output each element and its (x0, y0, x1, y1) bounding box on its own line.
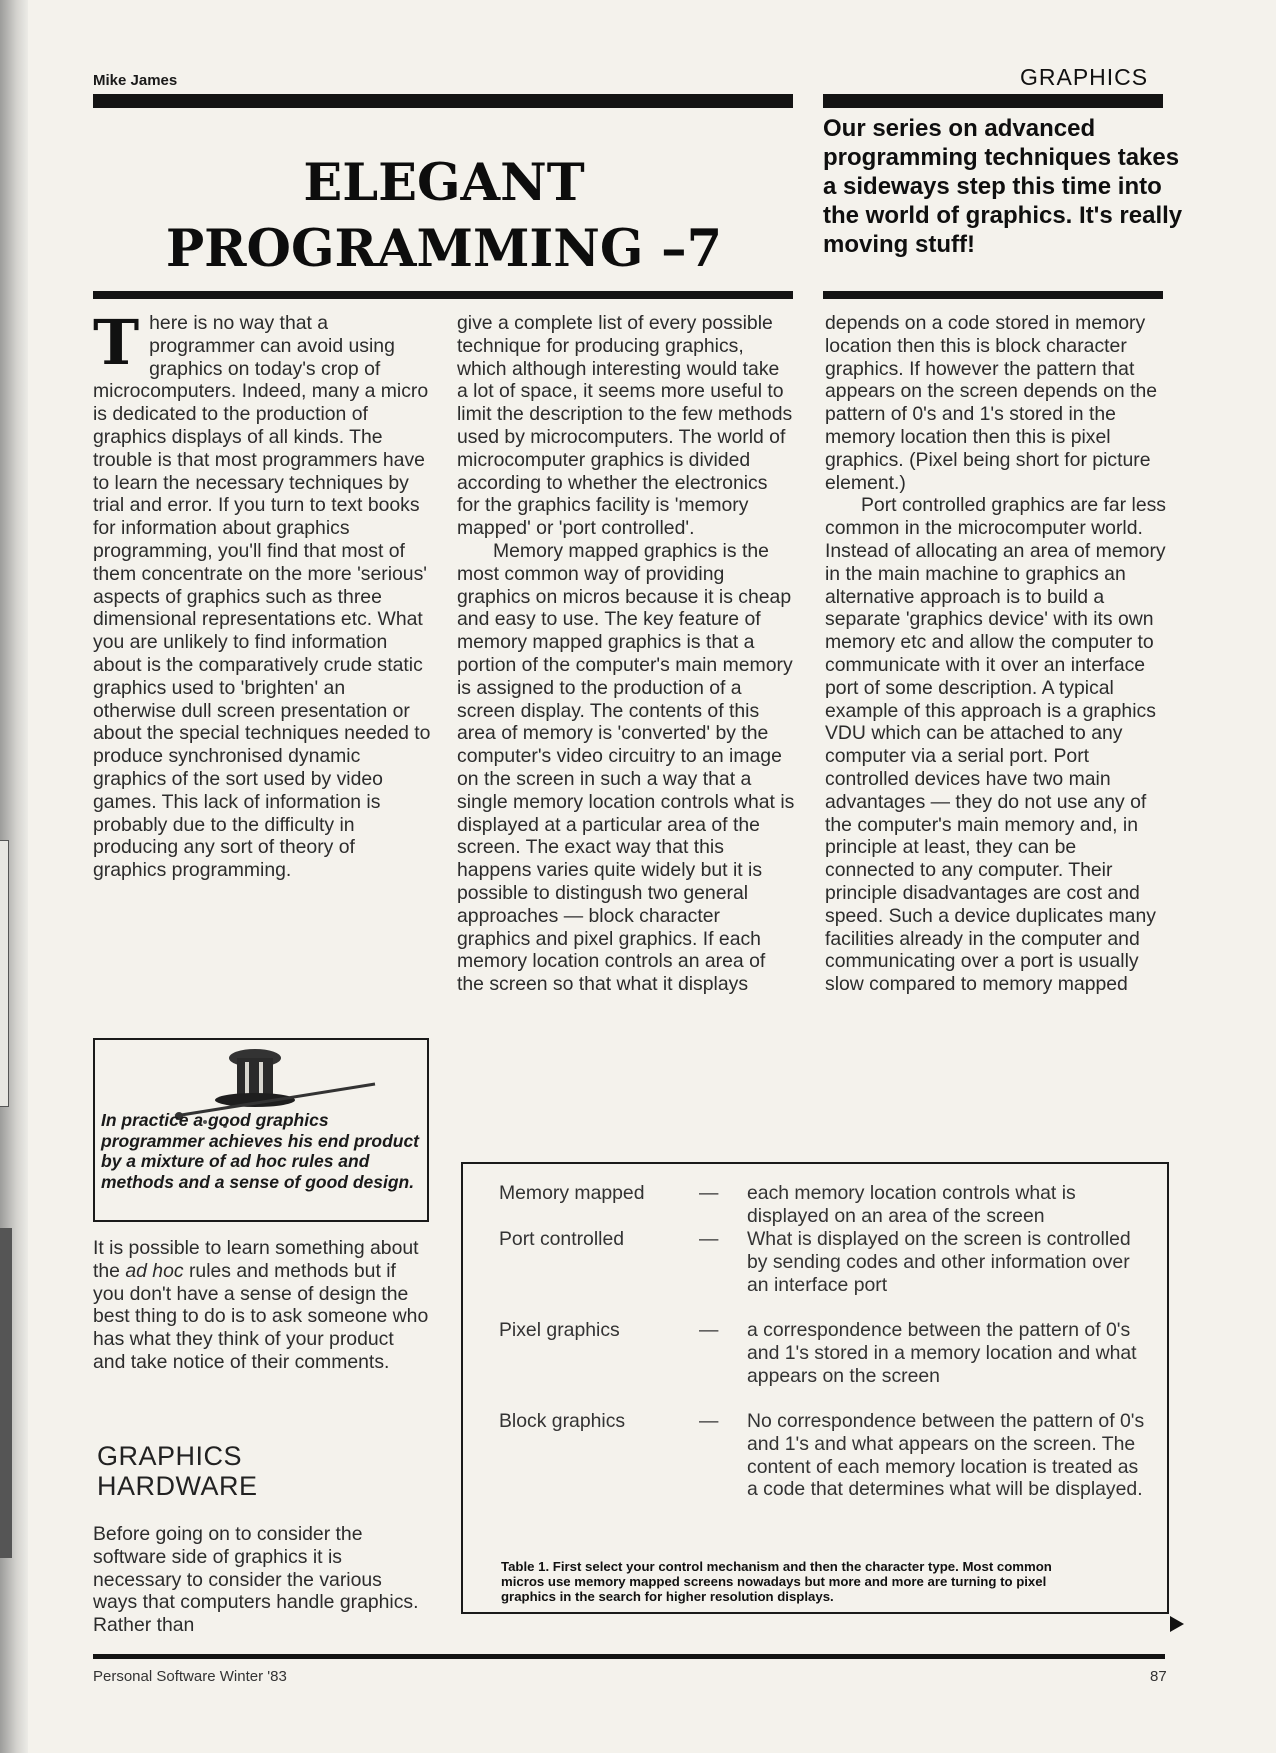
table-definition: a correspondence between the pattern of 0's and 1's stored in a memory location and what appears on the screen (747, 1319, 1137, 1387)
column-1-continued (93, 1237, 431, 1374)
column-2-para-2: Memory mapped graphics is the most common way of providing graphics on micros because it is cheap and easy to use. The key feature of memory mapped graphics is that a portion of the computer's main memory is assigned to the production of a screen display. The contents of this area of memory is 'converted' by the computer's video circuitry to an image on the screen in such a way that a single memory location controls what is displayed at a particular area of the screen. The exact way that this happens varies quite widely but it is possible to distingush two general approaches — block character graphics and pixel graphics. If each memory location controls an area of the screen so that what it displays (457, 539, 795, 996)
table-term: Port controlled (499, 1228, 625, 1250)
top-rule-right (823, 94, 1163, 108)
arrow-right-icon (1170, 1616, 1184, 1632)
footer-publication: Personal Software Winter '83 (93, 1668, 287, 1685)
definitions-table (461, 1162, 1169, 1614)
gutter-mark (0, 840, 9, 1107)
table-dash: — (699, 1228, 719, 1250)
page-gutter (0, 0, 28, 1753)
page-number: 87 (1150, 1668, 1167, 1685)
top-rule-left (93, 94, 793, 108)
pull-quote-text: In practice a good graphics programmer achieves his end product by a mixture of ad hoc rules and methods and a sense of good design. (101, 1110, 420, 1192)
headline-bottom-rule-right (823, 291, 1163, 299)
table-caption: Table 1. First select your control mechanism and then the character type. Most common micros use memory mapped screens nowadays but more and more are turning to pixel graphics in the search for higher resolution displays. (501, 1559, 1052, 1604)
headline-bottom-rule-left (93, 291, 793, 299)
headline-line-1: ELEGANT (303, 153, 585, 213)
table-term: Block graphics (499, 1410, 626, 1432)
table-term: Pixel graphics (499, 1319, 620, 1341)
table-dash: — (699, 1182, 719, 1204)
subhead-line-1: GRAPHICS (97, 1441, 243, 1471)
table-term: Memory mapped (499, 1182, 645, 1204)
column-1-text: here is no way that a programmer can avoid using graphics on today's crop of microcomputers. Indeed, many a micro is dedicated to the production of graphics displays of all kinds. The trouble is that most programmers have to learn the necessary techniques by trial and error. If you turn to text books for information about graphics programming, you'll find that most of them concentrate on the more 'serious' aspects of graphics such as three dimensional representations etc. What you are unlikely to find information about is the comparatively crude static graphics used to 'brighten' an otherwise dull screen presentation or about the special techniques needed to produce synchronised dynamic graphics of the sort used by video games. This lack of information is probably due to the difficulty in producing any sort of theory of graphics programming. (93, 312, 431, 882)
section-label: GRAPHICS (1020, 64, 1149, 90)
column-1 (93, 306, 431, 882)
table-dash: — (699, 1410, 719, 1432)
table-definition: No correspondence between the pattern of 0's and 1's and what appears on the screen. The content of each memory location is treated as a code that determines what will be displayed. (747, 1410, 1145, 1501)
table-definition: What is displayed on the screen is controlled by sending codes and other information over an interface port (747, 1228, 1131, 1296)
column-1b-text-after: rules and methods but if you don't have a sense of design the best thing to do is to ask someone who has what they think of your product and take notice of their comments. (93, 1259, 429, 1373)
subhead-line-2: HARDWARE (97, 1471, 258, 1501)
column-2 (457, 312, 795, 996)
gutter-mark (0, 1228, 12, 1558)
column-1b-text: It is possible to learn something about the (93, 1237, 419, 1282)
column-2-para-1: give a complete list of every possible technique for producing graphics, which although interesting would take a lot of space, it seems more useful to limit the description to the few methods used by microcomputers. The world of microcomputer graphics is divided according to whether the electronics for the graphics facility is 'memory mapped' or 'port controlled'. (457, 312, 793, 540)
column-1b-emphasis: ad hoc (125, 1259, 184, 1282)
table-dash: — (699, 1319, 719, 1341)
intro-standfirst: Our series on advanced programming techniques takes a sideways step this time into the world of graphics. It's really moving stuff! (823, 115, 1183, 258)
column-1-final (93, 1523, 431, 1637)
table-definition: each memory location controls what is displayed on an area of the screen (747, 1182, 1076, 1227)
article-headline (88, 150, 800, 282)
drop-cap: T (93, 306, 140, 379)
subhead (97, 1441, 258, 1501)
pull-quote-box (93, 1038, 429, 1222)
footer-rule (93, 1654, 1165, 1659)
author-name: Mike James (93, 72, 178, 89)
column-3-para-2: Port controlled graphics are far less common in the microcomputer world. Instead of allocating an area of memory in the main machine to graphics an alternative approach is to build a separate 'graphics device' with its own memory etc and allow the computer to communicate with it over an interface port of some description. A typical example of this approach is a graphics VDU which can be attached to any computer via a serial port. Port controlled devices have two main advantages — they do not use any of the computer's main memory and, in principle at least, they can be connected to any computer. Their principle disadvantages are cost and speed. Such a device duplicates many facilities already in the computer and communicating over a port is usually slow compared to memory mapped (825, 494, 1167, 996)
column-3-para-1: depends on a code stored in memory location then this is block character graphics. If however the pattern that appears on the screen depends on the pattern of 0's and 1's stored in the memory location then this is pixel graphics. (Pixel being short for picture element.) (825, 312, 1158, 494)
column-3 (825, 312, 1167, 996)
column-1c-text: Before going on to consider the software side of graphics it is necessary to consider the various ways that computers handle graphics. Rather than (93, 1523, 419, 1637)
headline-line-2: PROGRAMMING –7 (165, 219, 723, 279)
